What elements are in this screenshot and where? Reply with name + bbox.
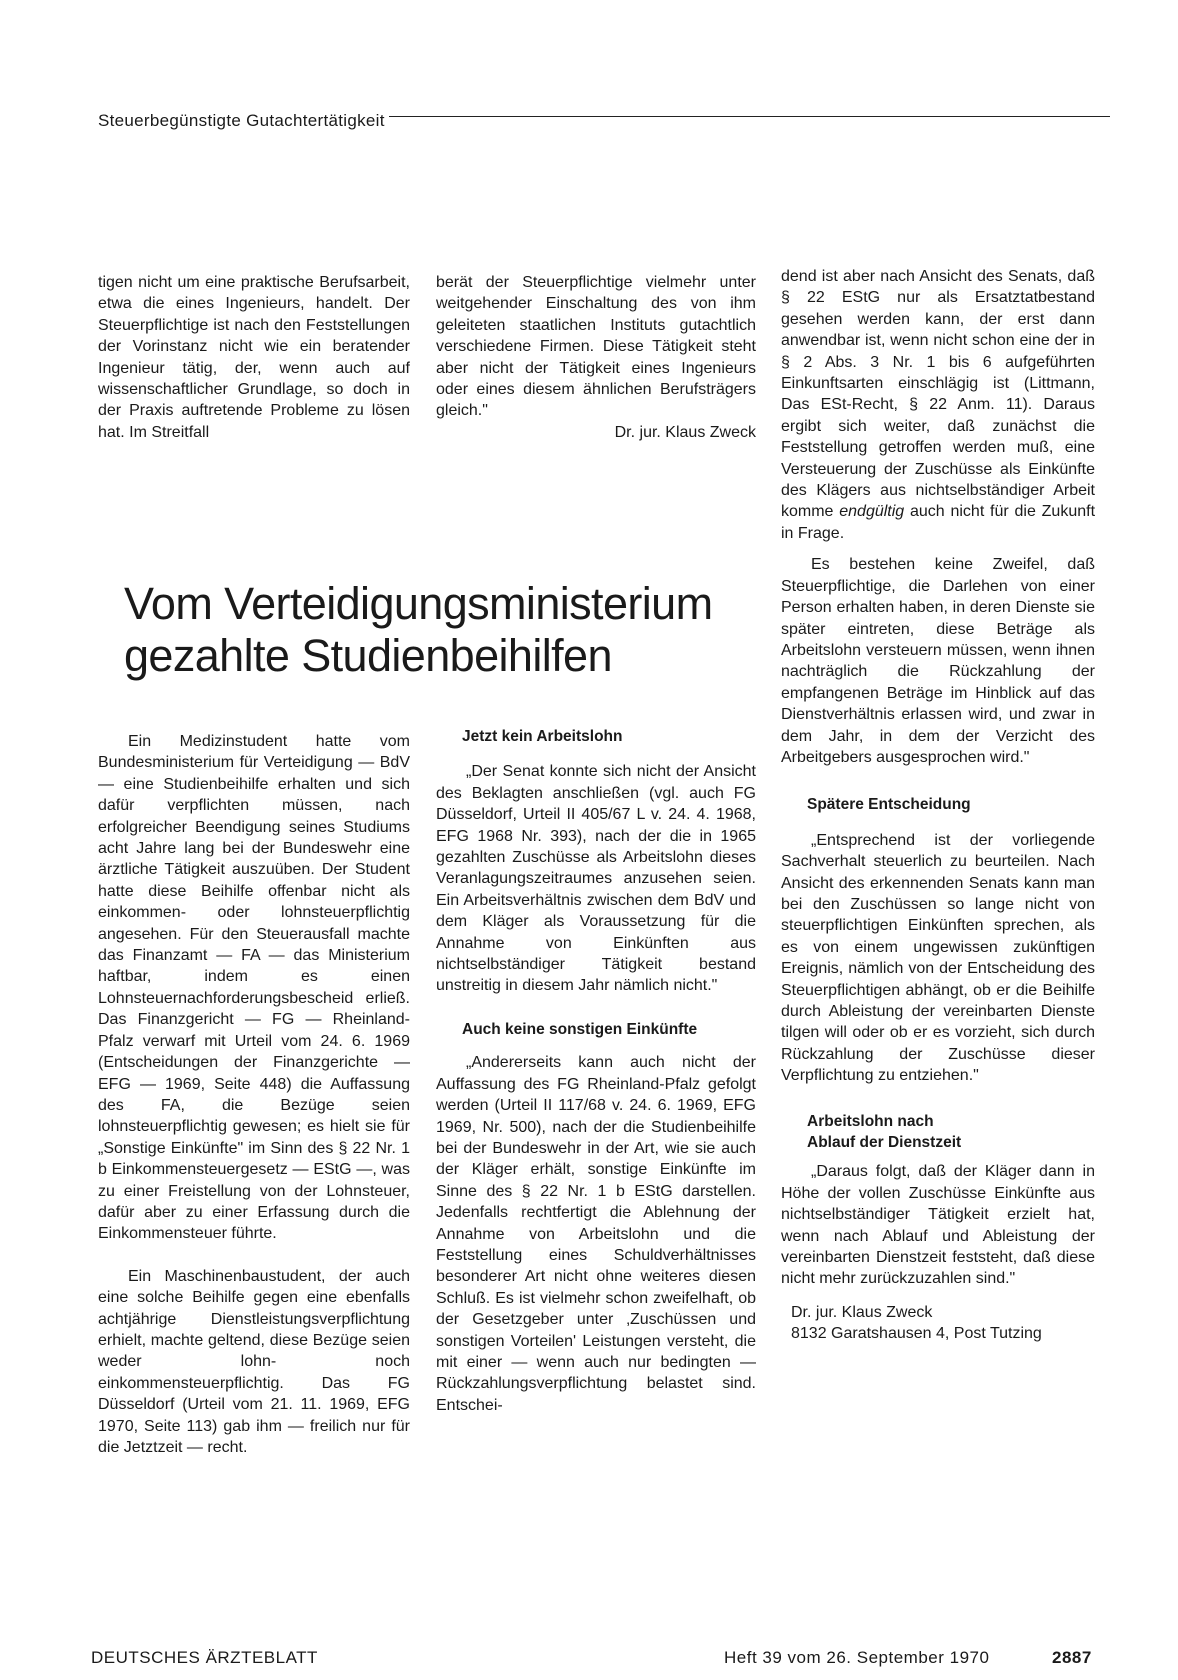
- article-col1-para2: Ein Maschinenbaustudent, der auch eine solche Beihilfe gegen eine ebenfalls achtjährige Dienstleistungsverpflichtung erhielt, machte geltend, diese Bezüge seien weder lohn- noch einkommensteuerpflichtig. Das FG Düsseldorf (Urteil vom 21. 11. 1969, EFG 1970, Seite 113) gab ihm — freilich nur für die Jetztzeit — recht.: [98, 1267, 410, 1456]
- article-col2-para2: „Andererseits kann auch nicht der Auffassung des FG Rheinland-Pfalz gefolgt werden (Urteil II 117/68 v. 24. 6. 1969, EFG 1969, Nr. 500), nach der die Studienbeihilfe bei der Bundeswehr in der Art, wie sie auch der Kläger erhält, sonstige Einkünfte im Sinne des § 22 Nr. 1 b EStG darstellen. Jedenfalls rechtfertigt die Ablehnung der Annahme von Arbeitslohn und die Feststellung eines Schuldverhältnisses besonderer Art nicht ohne weiteres diesen Schluß. Es ist vielmehr schon zweifelhaft, ob der Gesetzgeber unter ‚Zuschüssen und sonstigen Vorteilen' Leistungen versteht, die mit einer — wenn auch nur bedingten — Rückzahlungsverpflichtung belastet sind. Entschei-: [436, 1054, 756, 1414]
- article-col3-para3: „Entsprechend ist der vorliegende Sachverhalt steuerlich zu beurteilen. Nach Ansicht des erkennenden Senats kann man bei den Zuschüssen so lange nicht von steuerpflichtigen Einkünften sprechen, als es von einem ungewissen zukünftigen Ereignis, nämlich von der Entscheidung des Steuerpflichtigen abhängt, ob er die Beihilfe durch Ableistung der vereinbarten Dienste tilgen will oder ob er es vorzieht, sich durch Rückzahlung der Zuschüsse dieser Verpflichtung zu entziehen.": [781, 831, 1095, 1085]
- author-name: Dr. jur. Klaus Zweck: [791, 1303, 933, 1321]
- article-col2: [436, 726, 756, 1416]
- prev-article-signature: Dr. jur. Klaus Zweck: [614, 423, 756, 441]
- prev-article-col1: [98, 272, 410, 443]
- article-col3-para2: Es bestehen keine Zweifel, daß Steuerpflichtige, die Darlehen von einer Person erhalten haben, in deren Dienste sie später eintreten, diese Beträge als Arbeitslohn versteuern müssen, wenn ihnen nachträglich die Rückzahlung der empfangenen Beträge im Hinblick auf das Dienstverhältnis erlassen wird, und zwar in dem Jahr, in dem der Verzicht des Arbeitgebers ausgesprochen wird.": [781, 556, 1095, 766]
- article-col3: [781, 266, 1095, 1345]
- article-col1-para1: Ein Medizinstudent hatte vom Bundesministerium für Verteidigung — BdV — eine Studienbeihilfe erhalten und sich dafür verpflichten müssen, nach erfolgreicher Beendigung seines Studiums acht Jahre lang bei der Bundeswehr eine ärztliche Tätigkeit auszuüben. Der Student hatte diese Beihilfe offenbar nicht als einkommen- oder lohnsteuerpflichtig angesehen. Für den Steuerausfall machte das Finanzamt — FA — das Ministerium haftbar, indem es einen Lohnsteuernachforderungsbescheid erließ. Das Finanzgericht — FG — Rheinland-Pfalz verwarf mit Urteil vom 24. 6. 1969 (Entscheidungen der Finanzgerichte — EFG — 1969, Seite 448) die Auffassung des FA, die Bezüge seien lohnsteuerpflichtig gewesen; es hielt sie für „Sonstige Einkünfte" im Sinn des § 22 Nr. 1 b Einkommensteuergesetz — EStG —, was zu einer Freistellung von der Lohnsteuer, dafür aber zu einer Erfassung durch die Einkommensteuer führte.: [98, 733, 410, 1243]
- article-col3-para1-after: auch nicht für die Zukunft in Frage.: [781, 503, 1096, 542]
- running-head-rule: [389, 116, 1110, 117]
- article-title: [124, 578, 764, 682]
- article-col3-para1: [781, 266, 1095, 544]
- subhead-arbeitslohn-nach-ablauf: [781, 1111, 1095, 1154]
- footer-issue: Heft 39 vom 26. September 1970: [724, 1648, 990, 1667]
- author-address: 8132 Garatshausen 4, Post Tutzing: [791, 1325, 1042, 1343]
- prev-article-col2: [436, 272, 756, 443]
- article-col3-para1-before: dend ist aber nach Ansicht des Senats, daß § 22 EStG nur als Ersatztatbestand gesehen werden kann, der erst dann anwendbar ist, wenn nicht schon eine der in § 2 Abs. 3 Nr. 1 bis 6 aufgeführten Einkunftsarten einschlägig ist (Littmann, Das ESt-Recht, § 22 Anm. 11). Daraus ergibt sich weiter, daß zunächst die Feststellung getroffen werden muß, eine Versteuerung der Zuschüsse als Einkünfte des Klägers aus nichtselbständiger Arbeit komme: [781, 268, 1095, 521]
- subhead-keine-sonstigen-einkuenfte: Auch keine sonstigen Einkünfte: [462, 1020, 698, 1038]
- footer-page-number: 2887: [1052, 1648, 1092, 1667]
- article-col3-para1-emphasis: endgültig: [839, 503, 905, 521]
- prev-article-col2-text: berät der Steuerpflichtige vielmehr unter weitgehender Einschaltung des von ihm geleiteten staatlichen Instituts gutachtlich verschiedene Firmen. Diese Tätigkeit steht aber nicht der Tätigkeit eines Ingenieurs oder eines diesem ähnlichen Berufsträgers gleich.": [436, 274, 756, 420]
- subhead-arbeitslohn-line2: Ablauf der Dienstzeit: [807, 1134, 962, 1152]
- subhead-spaetere-entscheidung: Spätere Entscheidung: [807, 796, 971, 814]
- subhead-arbeitslohn-line1: Arbeitslohn nach: [807, 1112, 934, 1130]
- article-title-line1: Vom Verteidigungsministerium: [124, 578, 713, 629]
- article-title-line2: gezahlte Studienbeihilfen: [124, 630, 612, 681]
- article-col3-para4: „Daraus folgt, daß der Kläger dann in Höhe der vollen Zuschüsse Einkünfte aus nichtselbständiger Tätigkeit erzielt hat, wenn nach Ablauf und Ableistung der vereinbarten Dienstzeit feststeht, daß diese nicht mehr zurückzuzahlen sind.": [781, 1163, 1095, 1288]
- prev-article-col1-text: tigen nicht um eine praktische Berufsarbeit, etwa die eines Ingenieurs, handelt. Der Steuerpflichtige ist nach den Feststellungen der Vorinstanz nicht wie ein beratender Ingenieur tätig, der, wenn auch auf wissenschaftlicher Grundlage, so doch in der Praxis auftretende Probleme zu lösen hat. Im Streitfall: [98, 274, 410, 441]
- running-head: [98, 111, 1110, 131]
- footer-journal: DEUTSCHES ÄRZTEBLATT: [91, 1648, 318, 1667]
- article-col1: [98, 731, 410, 1458]
- subhead-jetzt-kein-arbeitslohn: Jetzt kein Arbeitslohn: [462, 728, 623, 745]
- article-col2-para1: „Der Senat konnte sich nicht der Ansicht des Beklagten anschließen (vgl. auch FG Düsseldorf, Urteil II 405/67 L v. 24. 4. 1968, EFG 1968 Nr. 393), nach der die in 1965 gezahlten Zuschüsse als Arbeitslohn dieses Veranlagungszeitraumes anzusehen seien. Ein Arbeitsverhältnis zwischen dem BdV und dem Kläger als Voraussetzung für die Annahme von Einkünften aus nichtselbständiger Tätigkeit bestand unstreitig in diesem Jahr nämlich nicht.": [436, 763, 756, 995]
- running-head-text: Steuerbegünstigte Gutachtertätigkeit: [98, 111, 385, 130]
